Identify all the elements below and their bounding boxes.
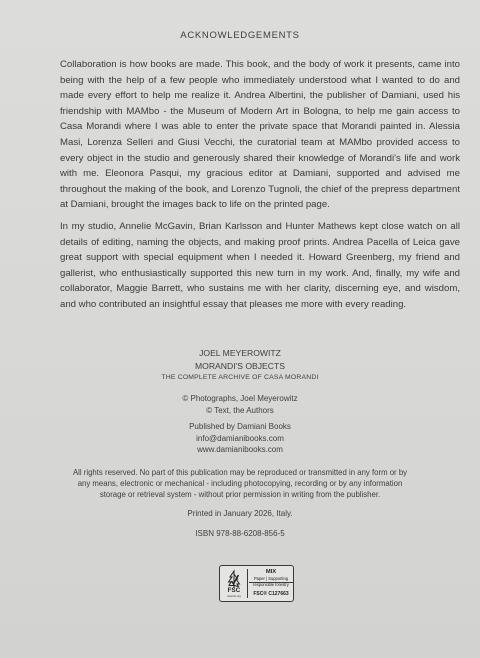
colophon-printed-date: Printed in January 2026, Italy.: [187, 509, 293, 518]
fsc-logo-word: FSC: [227, 587, 241, 594]
publisher-name: Published by Damiani Books: [189, 422, 291, 431]
fsc-license-code: FSC® C127663: [253, 591, 289, 597]
fsc-divider: [247, 569, 248, 598]
publisher-website: www.damianibooks.com: [197, 445, 283, 455]
fsc-website: www.fsc.org: [227, 594, 241, 598]
colophon-rights-notice: [0, 467, 480, 501]
rights-line-2: any means, electronic or mechanical - including photocopying, recording or by any information: [77, 479, 403, 489]
colophon-book-title: MORANDI'S OBJECTS: [195, 361, 285, 371]
fsc-claim-line-2: responsible forestry: [253, 582, 289, 588]
page-heading: ACKNOWLEDGEMENTS: [180, 30, 300, 41]
colophon-author: JOEL MEYEROWITZ: [199, 348, 281, 358]
fsc-mix-label: [219, 565, 294, 602]
fsc-claim-line-1: Paper | Supporting: [249, 577, 293, 583]
credit-text: © Text, the Authors: [206, 405, 274, 415]
acknowledgements-paragraph-1: Collaboration is how books are made. This book, and the body of work it presents, came into being with the help of a few people who immediately understood what I wanted to do and made every effort to help me realize it. Andrea Albertini, the publisher of Damiani, used his friendship with MAMbo - the Museum of Modern Art in Bologna, to help me gain access to Casa Morandi where I was able to enter the private space that Morandi painted in. Alessia Masi, Lorenza Selleri and Giusi Vecchi, the curatorial team at MAMbo provided access to every object in the studio and generously shared their knowledge of Morandi's life and work with me. Eleonora Pasqui, my gracious editor at Damiani, supported and advised me throughout the making of the book, and Lorenzo Tugnoli, the chief of the prepress department at Damiani, brought the images back to life on the printed page.: [60, 59, 460, 211]
rights-line-1: All rights reserved. No part of this publication may be reproduced or transmitted in any form or by: [72, 468, 408, 477]
fsc-claim: [249, 577, 293, 588]
publisher-email: info@damianibooks.com: [196, 433, 284, 443]
credit-photographs: © Photographs, Joel Meyerowitz: [182, 394, 298, 403]
colophon-credits: [0, 393, 480, 416]
colophon-book-subtitle: THE COMPLETE ARCHIVE OF CASA MORANDI: [161, 374, 319, 381]
colophon-isbn: ISBN 978-88-6208-856-5: [195, 529, 285, 538]
colophon-publisher: [0, 421, 480, 456]
fsc-mix-heading: MIX: [265, 569, 277, 575]
acknowledgements-paragraph-2: In my studio, Annelie McGavin, Brian Karlsson and Hunter Mathews kept close watch on all details of editing, naming the objects, and making proof prints. Andrea Pacella of Leica gave great support with special equipment when I needed it. Howard Greenberg, my friend and gallerist, who enthusiastically supported this new turn in my work. And, finally, my wife and collaborator, Maggie Barrett, who sustains me with her clarity, discerning eye, and wisdom, and who contributed an insightful essay that pleases me more with every reading.: [60, 221, 460, 310]
rights-line-3: storage or retrieval system - without prior permission in writing from the publisher.: [99, 490, 381, 500]
